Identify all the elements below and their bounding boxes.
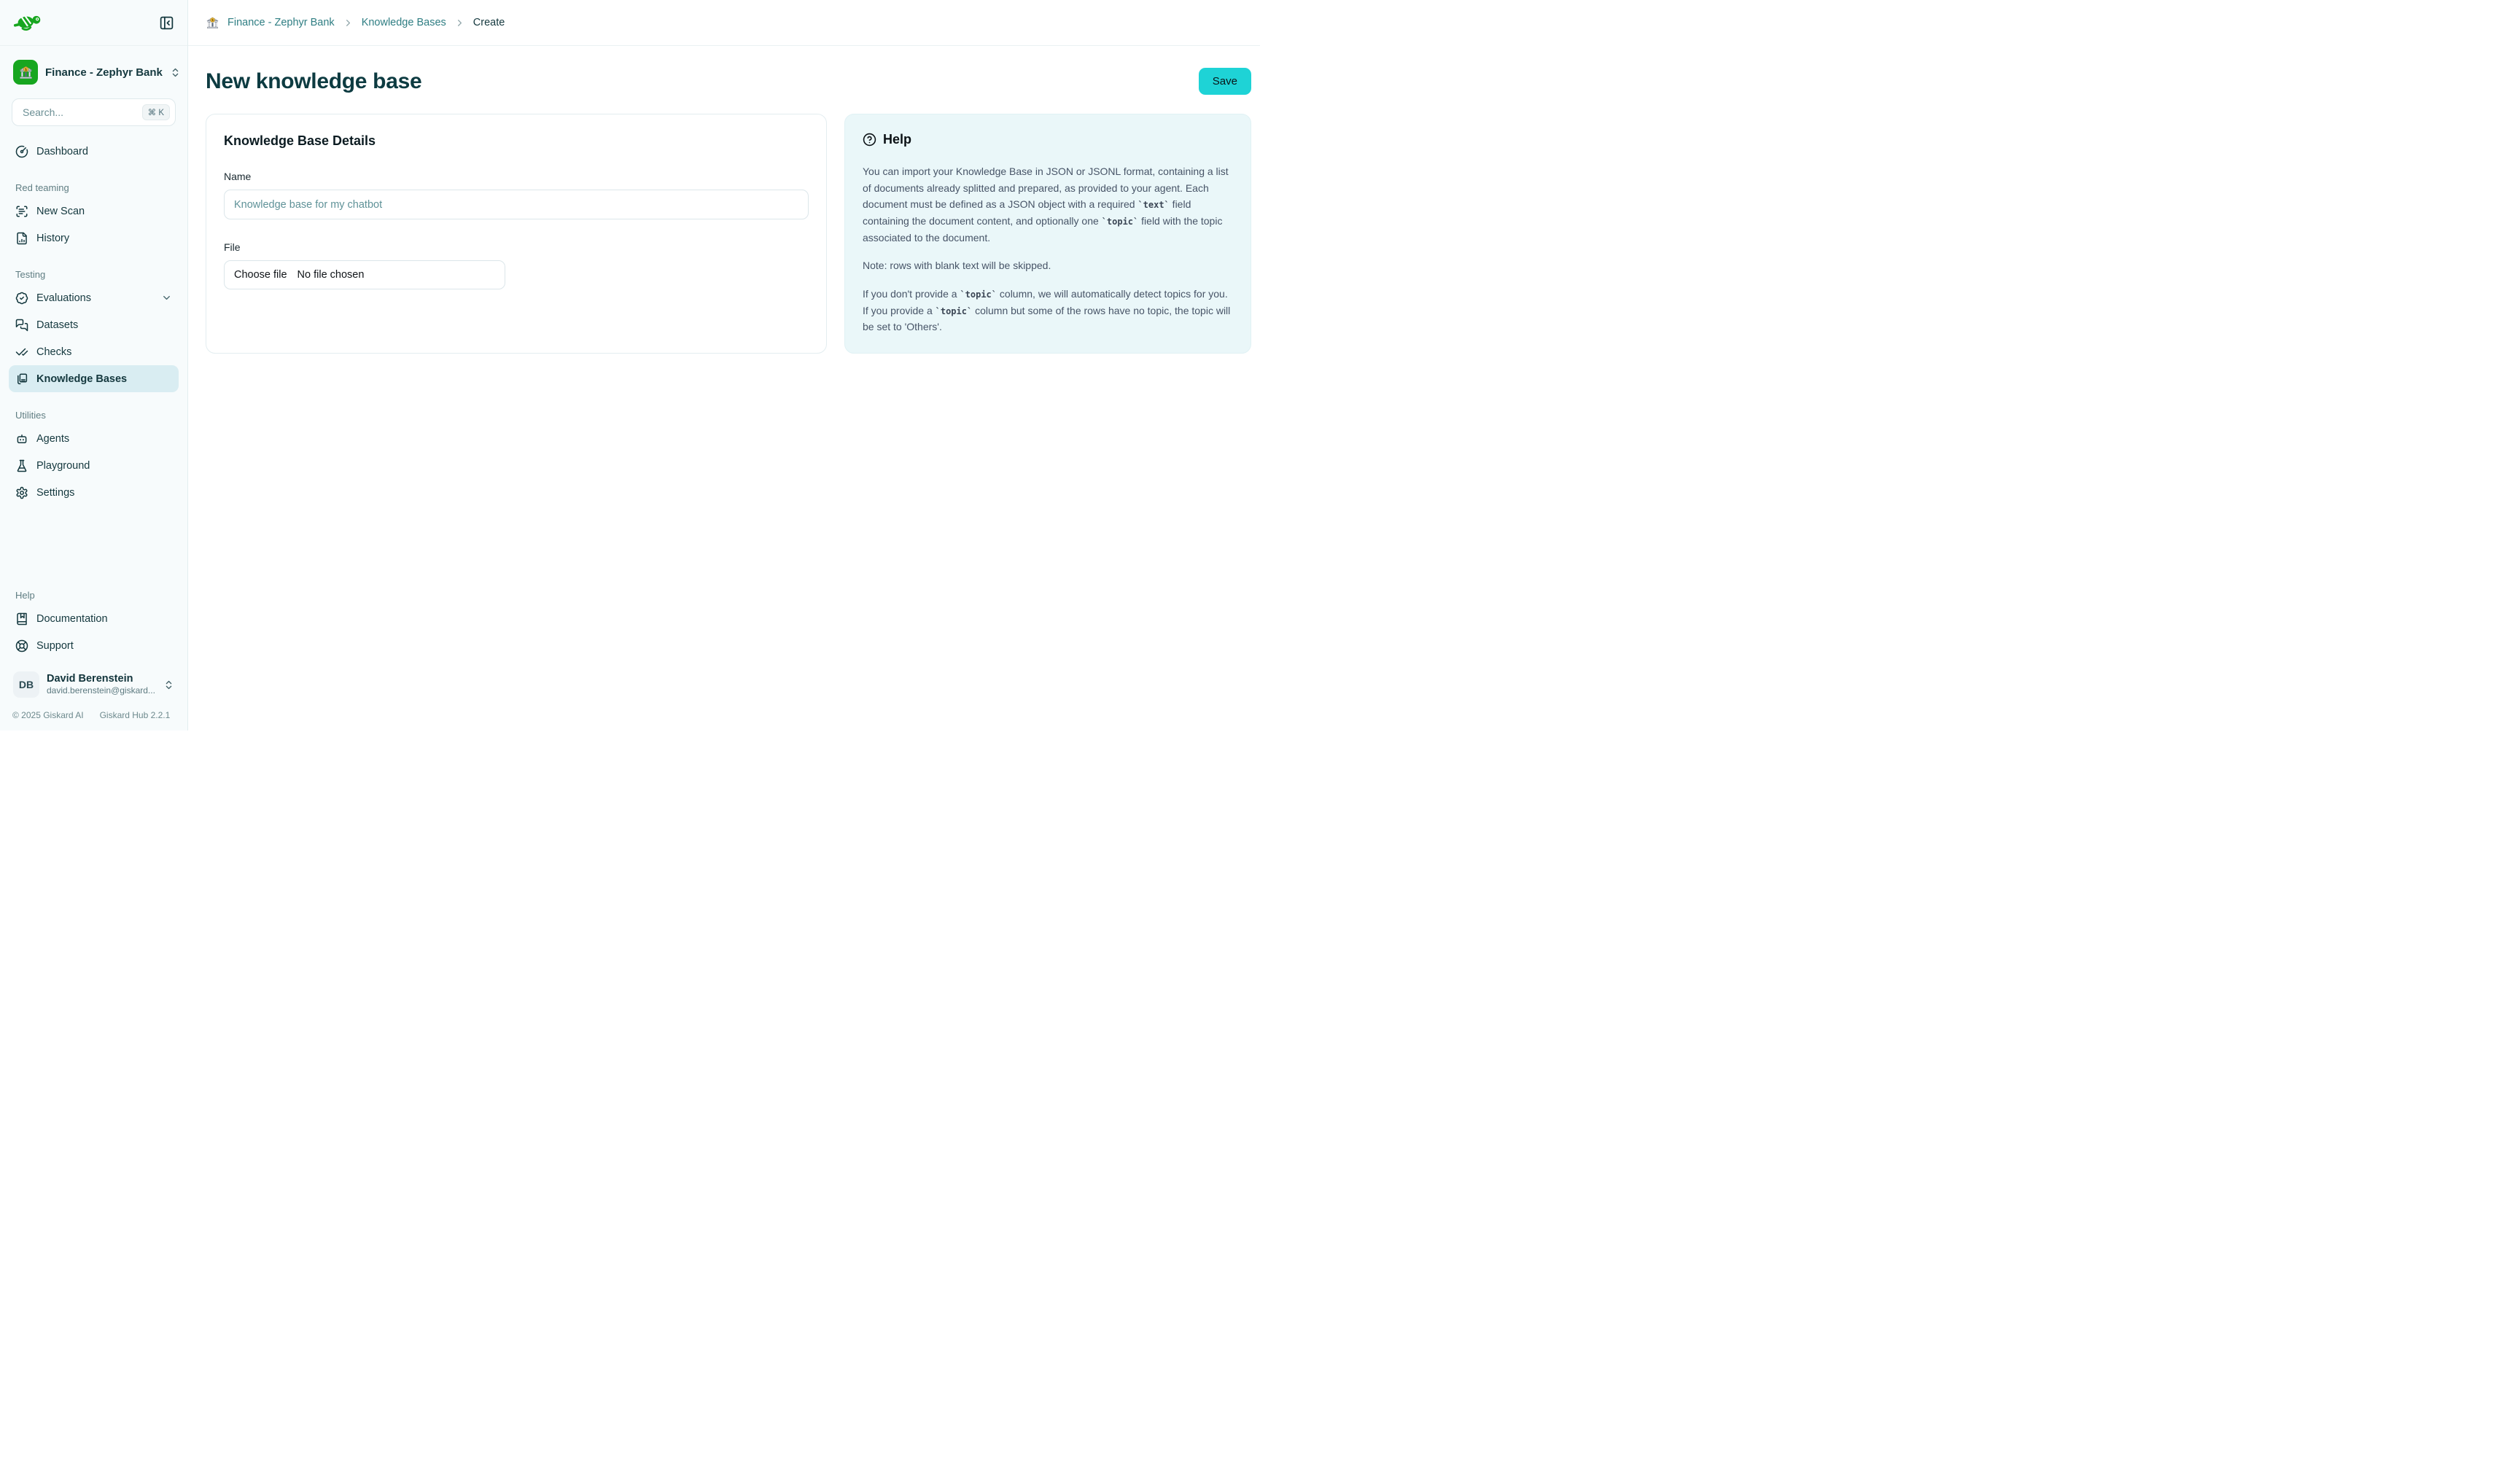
- gear-icon: [15, 486, 28, 499]
- sidebar-item-label: Evaluations: [36, 292, 91, 304]
- page-title: New knowledge base: [206, 69, 422, 93]
- sidebar-item-label: Knowledge Bases: [36, 373, 128, 385]
- name-label: Name: [224, 171, 252, 182]
- breadcrumb-current: Create: [472, 17, 505, 28]
- workspace-name: Finance - Zephyr Bank: [45, 66, 163, 79]
- panel-left-close-icon: [159, 15, 174, 31]
- sidebar-header: [0, 0, 187, 46]
- file-status-text: No file chosen: [297, 269, 365, 281]
- chevron-down-icon: [161, 292, 172, 303]
- workspace-avatar: [13, 60, 38, 85]
- sidebar-item-label: Checks: [36, 346, 72, 358]
- sidebar-item-support[interactable]: [9, 632, 179, 659]
- check-check-icon: [15, 346, 28, 359]
- sidebar-item-label: History: [36, 232, 70, 244]
- badge-check-icon: [15, 292, 28, 305]
- sidebar-item-documentation[interactable]: [9, 605, 179, 632]
- section-label-help: Help: [15, 590, 35, 601]
- card-title: Knowledge Base Details: [224, 133, 376, 148]
- breadcrumb-knowledge-bases-link[interactable]: Knowledge Bases: [361, 17, 446, 28]
- user-menu[interactable]: [9, 668, 179, 701]
- chevrons-up-down-icon: [163, 679, 174, 690]
- sidebar-item-label: Documentation: [36, 612, 108, 625]
- search-box[interactable]: [12, 98, 176, 126]
- sidebar-item-evaluations[interactable]: [9, 284, 179, 311]
- file-chart-icon: [15, 232, 28, 245]
- breadcrumb-workspace-link[interactable]: Finance - Zephyr Bank: [228, 17, 335, 28]
- messages-square-icon: [15, 319, 28, 332]
- version-text: Giskard Hub 2.2.1: [99, 710, 171, 720]
- sidebar-item-agents[interactable]: [9, 425, 179, 452]
- help-paragraph: Note: rows with blank text will be skipped.: [863, 260, 1051, 272]
- sidebar-item-new-scan[interactable]: [9, 198, 179, 225]
- scan-text-icon: [15, 205, 28, 218]
- user-name: David Berenstein: [47, 673, 133, 685]
- flask-icon: [15, 459, 28, 472]
- gauge-icon: [15, 145, 28, 158]
- help-card-header: [863, 132, 1233, 147]
- sidebar-item-dashboard[interactable]: [9, 138, 179, 165]
- file-label: File: [224, 241, 241, 253]
- sidebar-item-knowledge-bases[interactable]: [9, 365, 179, 392]
- copyright-text: © 2025 Giskard AI: [12, 710, 84, 720]
- sidebar-footer: [0, 703, 187, 730]
- section-label-red-teaming: Red teaming: [15, 182, 69, 193]
- help-paragraph: You can import your Knowledge Base in JSON or JSONL format, containing a list of documents already splitted and prepared, as provided to your agent. Each document must be defined as a JSON object with a required `text` field containing the document content, and optionally one `topic` field with the topic associated to the document.: [863, 165, 1229, 244]
- app-root: [0, 0, 1260, 730]
- book-copy-icon: [15, 373, 28, 386]
- breadcrumb: [188, 0, 1260, 46]
- section-label-testing: Testing: [15, 269, 46, 280]
- section-label-utilities: Utilities: [15, 410, 46, 421]
- sidebar-item-label: Agents: [36, 432, 70, 445]
- user-avatar: DB: [13, 671, 39, 698]
- sidebar-nav: [0, 129, 187, 506]
- help-title: Help: [883, 132, 912, 147]
- page-content: [188, 114, 1260, 371]
- sidebar-item-label: Playground: [36, 459, 90, 472]
- sidebar-item-history[interactable]: [9, 225, 179, 252]
- sidebar-item-label: New Scan: [36, 205, 85, 217]
- help-paragraph: If you don't provide a `topic` column, we will automatically detect topics for you. If you provide a `topic` column but some of the rows have no topic, the topic will be set to 'Others'.: [863, 288, 1231, 333]
- workspace-switcher[interactable]: [9, 56, 179, 88]
- life-buoy-icon: [15, 639, 28, 652]
- help-card: [844, 114, 1251, 354]
- choose-file-button[interactable]: Choose file: [234, 269, 287, 281]
- sidebar-item-datasets[interactable]: [9, 311, 179, 338]
- sidebar-item-settings[interactable]: [9, 479, 179, 506]
- sidebar-collapse-button[interactable]: [158, 14, 176, 32]
- chevrons-up-down-icon: [170, 67, 181, 78]
- sidebar: [0, 0, 188, 730]
- knowledge-base-details-card: [206, 114, 827, 354]
- search-input[interactable]: [21, 106, 142, 119]
- bot-icon: [15, 432, 28, 445]
- main-area: [188, 0, 1260, 730]
- sidebar-item-playground[interactable]: [9, 452, 179, 479]
- sidebar-help-section: [0, 590, 187, 659]
- book-marked-icon: [15, 612, 28, 626]
- sidebar-item-label: Datasets: [36, 319, 79, 331]
- sidebar-item-label: Support: [36, 639, 74, 652]
- file-field: [224, 241, 809, 289]
- circle-question-icon: [863, 133, 876, 147]
- name-input[interactable]: [224, 190, 809, 219]
- file-input[interactable]: [224, 260, 505, 289]
- chevron-right-icon: [343, 17, 354, 28]
- save-button[interactable]: Save: [1199, 68, 1251, 95]
- sidebar-item-checks[interactable]: [9, 338, 179, 365]
- search-shortcut-badge: ⌘ K: [142, 104, 170, 120]
- user-email: david.berenstein@giskard...: [47, 685, 155, 696]
- page-header: [188, 46, 1260, 114]
- chevron-right-icon: [454, 17, 465, 28]
- sidebar-spacer: [0, 506, 187, 590]
- giskard-logo-icon: [12, 12, 44, 33]
- bank-icon: [206, 16, 219, 30]
- help-body: [863, 163, 1233, 335]
- sidebar-item-label: Settings: [36, 486, 75, 499]
- sidebar-item-label: Dashboard: [36, 145, 88, 157]
- search: [12, 98, 176, 126]
